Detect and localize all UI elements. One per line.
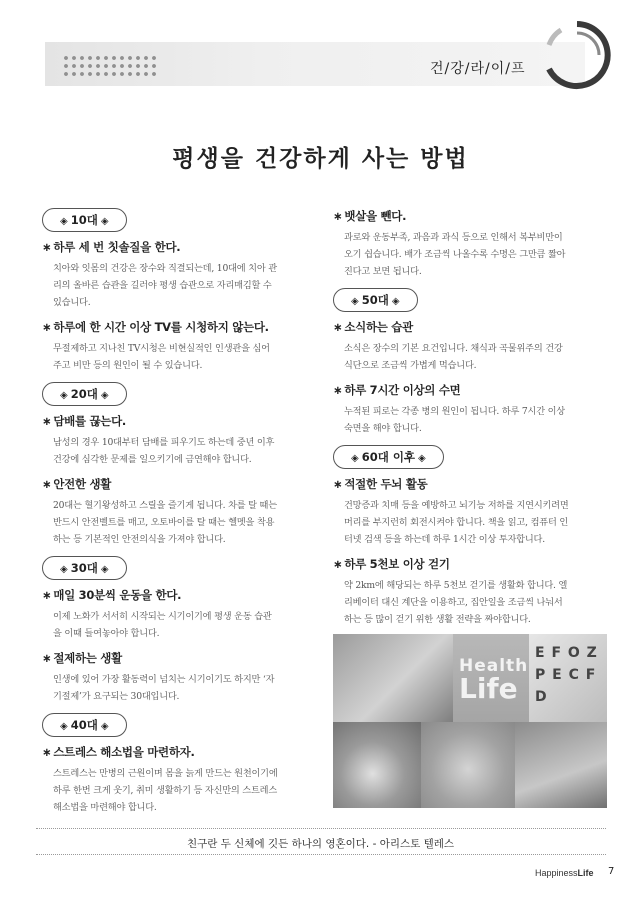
jogging-photo	[515, 722, 607, 808]
brand-logo: HappinessLife	[535, 868, 594, 878]
item-body: 약 2km에 해당되는 하루 5천보 걷기를 생활화 합니다. 엘 리베이터 대신 계단을 이용하고, 집안일을 조금씩 나눠서 하는 등 많이 걷기 위한 생활 전략을 짜야합니다.	[344, 580, 568, 625]
item-body: 건망증과 치매 등을 예방하고 뇌기능 저하를 지연시키려면 머리를 부지런히 회전시켜야 합니다. 책을 읽고, 컴퓨터 인 터넷 검색 등을 하는데 하루 1시간 이상 투자합니다.	[344, 500, 569, 545]
medical-photo	[333, 722, 421, 808]
ring-decoration-icon	[541, 19, 613, 91]
age-badge-20s: ◈ 20대 ◈	[42, 382, 127, 406]
age-badge-40s: ◈ 40대 ◈	[42, 713, 127, 737]
item-title: ∗ 소식하는 습관	[333, 320, 413, 334]
right-column	[333, 208, 605, 636]
item-title: ∗ 담배를 끊는다.	[42, 414, 126, 428]
eye-chart-photo	[529, 634, 607, 722]
section-title: 건/강/라/이/프	[430, 61, 526, 77]
footer-divider-bottom	[36, 854, 606, 855]
item-body: 이제 노화가 서서히 시작되는 시기이기에 평생 운동 습관 을 이때 들여놓아야 합니다.	[53, 611, 272, 639]
age-badge-10s: ◈ 10대 ◈	[42, 208, 127, 232]
item-body: 과로와 운동부족, 과음과 과식 등으로 인해서 복부비만이 오기 쉽습니다. 배가 조금씩 나올수록 수명은 그만큼 짧아 진다고 보면 됩니다.	[344, 232, 566, 277]
item-body: 인생에 있어 가장 활동력이 넘치는 시기이기도 하지만 ‘자 기절제’가 요구되는 30대입니다.	[53, 674, 275, 702]
item-title: ∗ 하루 세 번 칫솔질을 한다.	[42, 240, 181, 254]
eye-chart-letters: E F O Z P E C F D	[535, 645, 597, 705]
item-body: 스트레스는 만병의 근원이며 몸을 늙게 만드는 원천이기에 하루 한번 크게 웃기, 취미 생활하기 등 자신만의 스트레스 해소법을 마련해야 합니다.	[53, 768, 278, 813]
age-badge-30s: ◈ 30대 ◈	[42, 556, 127, 580]
item-title: ∗ 하루에 한 시간 이상 TV를 시청하지 않는다.	[42, 320, 269, 334]
item-body: 무절제하고 지나친 TV시청은 비현실적인 인생관을 심어 주고 비만 등의 원인이 될 수 있습니다.	[53, 343, 270, 371]
item-body: 남성의 경우 10대부터 담배를 피우기도 하는데 중년 이후 건강에 심각한 문제를 일으키기에 금연해야 합니다.	[53, 437, 275, 465]
item-title: ∗ 적절한 두뇌 활동	[333, 477, 428, 491]
age-badge-50s: ◈ 50대 ◈	[333, 288, 418, 312]
item-title: ∗ 하루 5천보 이상 걷기	[333, 557, 450, 571]
page-title: 평생을 건강하게 사는 방법	[172, 145, 469, 172]
age-badge-60s: ◈ 60대 이후 ◈	[333, 445, 444, 469]
dot-pattern-decoration	[62, 54, 160, 78]
item-title: ∗ 안전한 생활	[42, 477, 112, 491]
health-photo-collage	[333, 634, 607, 808]
health-life-text: Health Life	[459, 656, 529, 705]
footer-divider-top	[36, 828, 606, 829]
item-title: ∗ 하루 7시간 이상의 수면	[333, 383, 461, 397]
item-body: 20대는 혈기왕성하고 스릴을 즐기게 됩니다. 차를 탈 때는 반드시 안전벨트를 매고, 오토바이를 탈 때는 헬멧을 착용 하는 등 기본적인 안전의식을 가져야 합니다.	[53, 500, 277, 545]
page-number: 7	[608, 866, 615, 877]
item-title: ∗ 절제하는 생활	[42, 651, 122, 665]
item-title: ∗ 스트레스 해소법을 마련하자.	[42, 745, 195, 759]
footer-quote: 친구란 두 신체에 깃든 하나의 영혼이다. - 아리스토 텔레스	[186, 838, 455, 850]
item-title: ∗ 뱃살을 뺀다.	[333, 209, 407, 223]
gym-photo	[333, 634, 453, 722]
food-photo	[421, 722, 515, 808]
item-title: ∗ 매일 30분씩 운동을 한다.	[42, 588, 182, 602]
item-body: 치아와 잇몸의 건강은 장수와 직결되는데, 10대에 치아 관 리의 올바른 습관을 길러야 평생 습관으로 자리매김할 수 있습니다.	[53, 263, 277, 308]
left-column	[42, 208, 310, 824]
item-body: 소식은 장수의 기본 요건입니다. 채식과 곡물위주의 건강 식단으로 조금씩 가볍게 먹습니다.	[344, 343, 563, 371]
item-body: 누적된 피로는 각종 병의 원인이 됩니다. 하루 7시간 이상 숙면을 해야 합니다.	[344, 406, 565, 434]
